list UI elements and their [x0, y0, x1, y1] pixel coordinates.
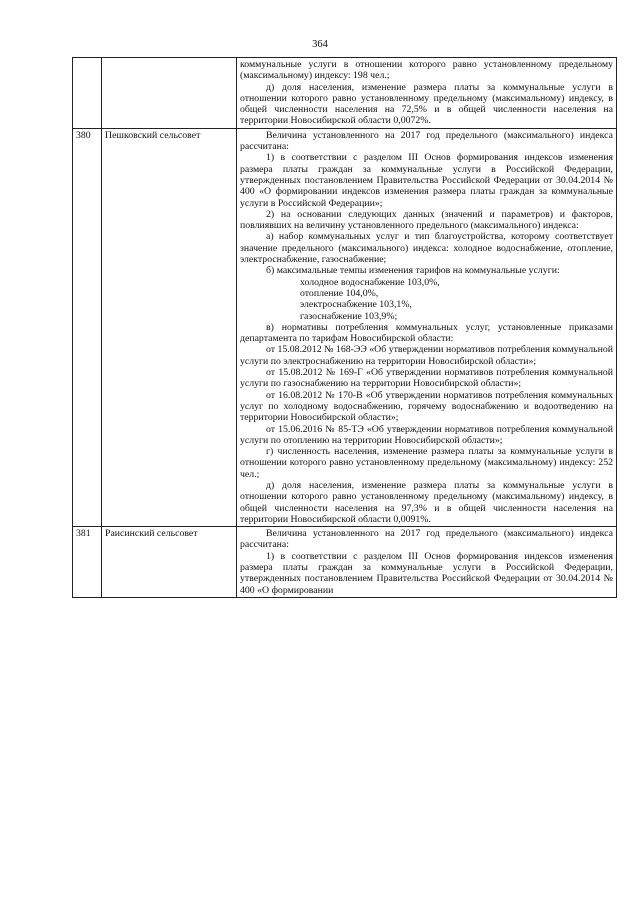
municipality-name-cell: Пешковский сельсовет [102, 128, 237, 526]
paragraph: газоснабжение 103,9%; [300, 310, 398, 322]
paragraph: д) доля населения, изменение размера платы за коммунальные услуги в отношении которого равно установленному предельному (максимальному) индексу, в общей численности населения на 97,3% и в общей численности населения на территории Новосибирской области 0,0091%. [240, 479, 613, 525]
paragraph: д) доля населения, изменение размера платы за коммунальные услуги в отношении которого равно установленному предельному (максимальному) индексу, в общей численности населения на 72,5% и в общей численности населения на территории Новосибирской области 0,0072%. [240, 81, 613, 127]
paragraph: Величина установленного на 2017 год предельного (максимального) индекса рассчитана: [240, 528, 613, 551]
row-number-cell [73, 58, 102, 129]
description-cell [237, 527, 617, 598]
table-row [73, 58, 617, 129]
municipality-name-cell: Раисинский сельсовет [102, 527, 237, 598]
row-number-cell: 381 [73, 527, 102, 598]
paragraph: 2) на основании следующих данных (значений и параметров) и факторов, повлиявших на величину установленного предельного (максимального) индекса: [240, 208, 613, 232]
paragraph: от 15.06.2016 № 85-ТЭ «Об утверждении нормативов потребления коммунальной услуги по отоплению на территории Новосибирской области»; [240, 423, 613, 446]
table-row [73, 128, 617, 526]
municipality-name-cell [102, 58, 237, 129]
paragraph: отопление 104,0%, [300, 287, 379, 299]
paragraph: в) нормативы потребления коммунальных услуг, установленные приказами департамента по тарифам Новосибирской области: [240, 321, 613, 345]
document-table [72, 57, 617, 598]
paragraph: 1) в соответствии с разделом III Основ формирования индексов изменения размера платы граждан за коммунальные услуги в Российской Федерации, утвержденных постановлением Правительства Российской Федерации от 30.04.2014 № 400 «О формировании [240, 550, 613, 596]
paragraph: от 15.08.2012 № 168-ЭЭ «Об утверждении нормативов потребления коммунальной услуги по электроснабжению на территории Новосибирской области»; [240, 344, 613, 367]
paragraph: электроснабжение 103,1%, [300, 299, 412, 311]
table-row [73, 527, 617, 598]
description-cell [237, 128, 617, 526]
paragraph: а) набор коммунальных услуг и тип благоустройства, которому соответствует значение предельного (максимального) индекса: холодное водоснабжение, отопление, электроснабжение, газоснабжение; [240, 231, 613, 266]
paragraph: Величина установленного на 2017 год предельного (максимального) индекса рассчитана: [240, 129, 613, 153]
paragraph: г) численность населения, изменение размера платы за коммунальные услуги в отношении которого равно установленному предельному (максимальному) индексу: 252 чел.; [240, 446, 613, 480]
row-number-cell: 380 [73, 128, 102, 526]
paragraph: от 16.08.2012 № 170-В «Об утверждении нормативов потребления коммунальных услуг по холодному водоснабжению, горячему водоснабжению и водоотведению на территории Новосибирской области»; [240, 389, 613, 424]
paragraph: от 15.08.2012 № 169-Г «Об утверждении нормативов потребления коммунальной услуги по газоснабжению на территории Новосибирской области»; [240, 367, 613, 390]
paragraph: холодное водоснабжение 103,0%, [300, 276, 440, 288]
table-body [73, 58, 617, 598]
paragraph: коммунальные услуги в отношении которого равно установленному предельному (максимальному) индексу: 198 чел.; [240, 59, 613, 82]
paragraph: 1) в соответствии с разделом III Основ формирования индексов изменения размера платы граждан за коммунальные услуги в Российской Федерации, утвержденных постановлением Правительства Российской Федерации от 30.04.2014 № 400 «О формировании индексов изменения размера платы граждан за коммунальные услуги в Российской Федерации»; [240, 152, 613, 209]
page-number: 364 [312, 39, 328, 50]
description-cell [237, 58, 617, 129]
paragraph: б) максимальные темпы изменения тарифов на коммунальные услуги: [266, 265, 560, 277]
